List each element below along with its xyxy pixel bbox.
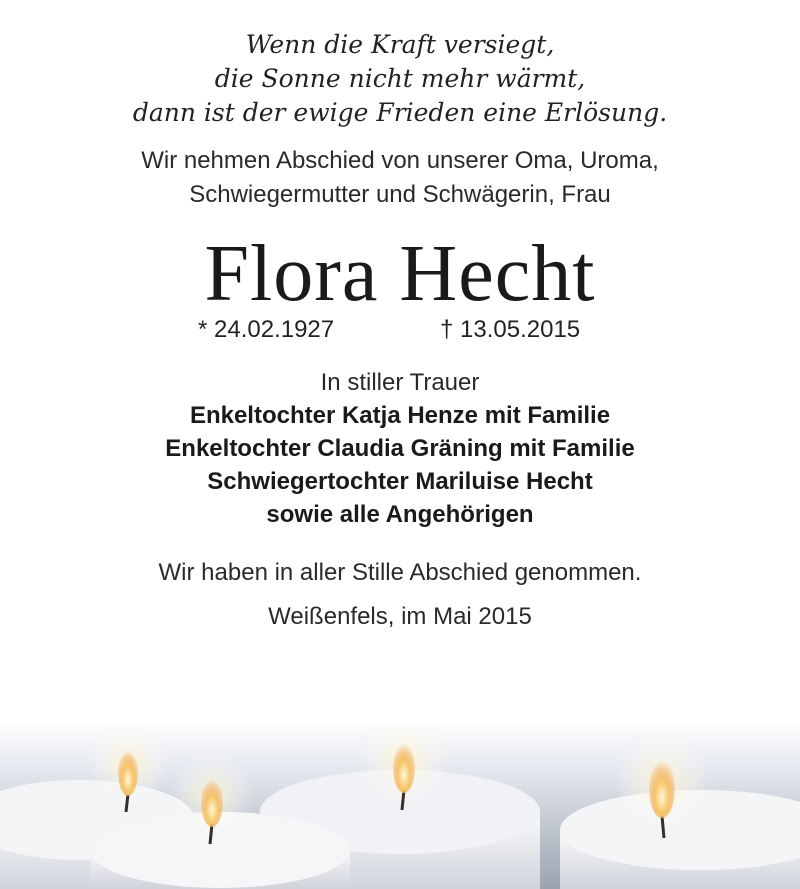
mourning-lead: In stiller Trauer — [320, 369, 480, 396]
mourner-line: Enkeltochter Katja Henze mit Familie — [189, 402, 611, 429]
candles-image — [0, 720, 800, 889]
flame — [201, 777, 223, 827]
wick — [210, 824, 212, 844]
intro-line: Schwiegermutter und Schwägerin, Frau — [189, 181, 611, 208]
closing-statement: Wir haben in aller Stille Abschied genommen. — [158, 559, 642, 586]
intro-line: Wir nehmen Abschied von unserer Oma, Uroma, — [141, 147, 659, 174]
motto-line: dann ist der ewige Frieden eine Erlösung. — [132, 98, 668, 127]
flame — [118, 748, 138, 796]
deceased-name: Flora Hecht — [204, 230, 596, 318]
place-and-date: Weißenfels, im Mai 2015 — [268, 603, 532, 630]
mourner-line: Enkeltochter Claudia Gräning mit Familie — [165, 435, 635, 462]
mourners-block — [0, 366, 800, 531]
motto-verse — [0, 28, 800, 130]
life-dates — [0, 316, 800, 350]
flame — [649, 758, 675, 818]
flame — [393, 741, 415, 793]
mourner-line: sowie alle Angehörigen — [266, 501, 534, 528]
intro-text — [0, 144, 800, 212]
wick — [402, 790, 404, 810]
motto-line: Wenn die Kraft versiegt, — [245, 30, 555, 59]
wick — [662, 816, 664, 838]
birth-date: * 24.02.1927 — [198, 316, 335, 343]
mourner-line: Schwiegertochter Mariluise Hecht — [207, 468, 593, 495]
motto-line: die Sonne nicht mehr wärmt, — [214, 64, 586, 93]
death-date: † 13.05.2015 — [440, 316, 581, 343]
wick — [126, 794, 128, 812]
